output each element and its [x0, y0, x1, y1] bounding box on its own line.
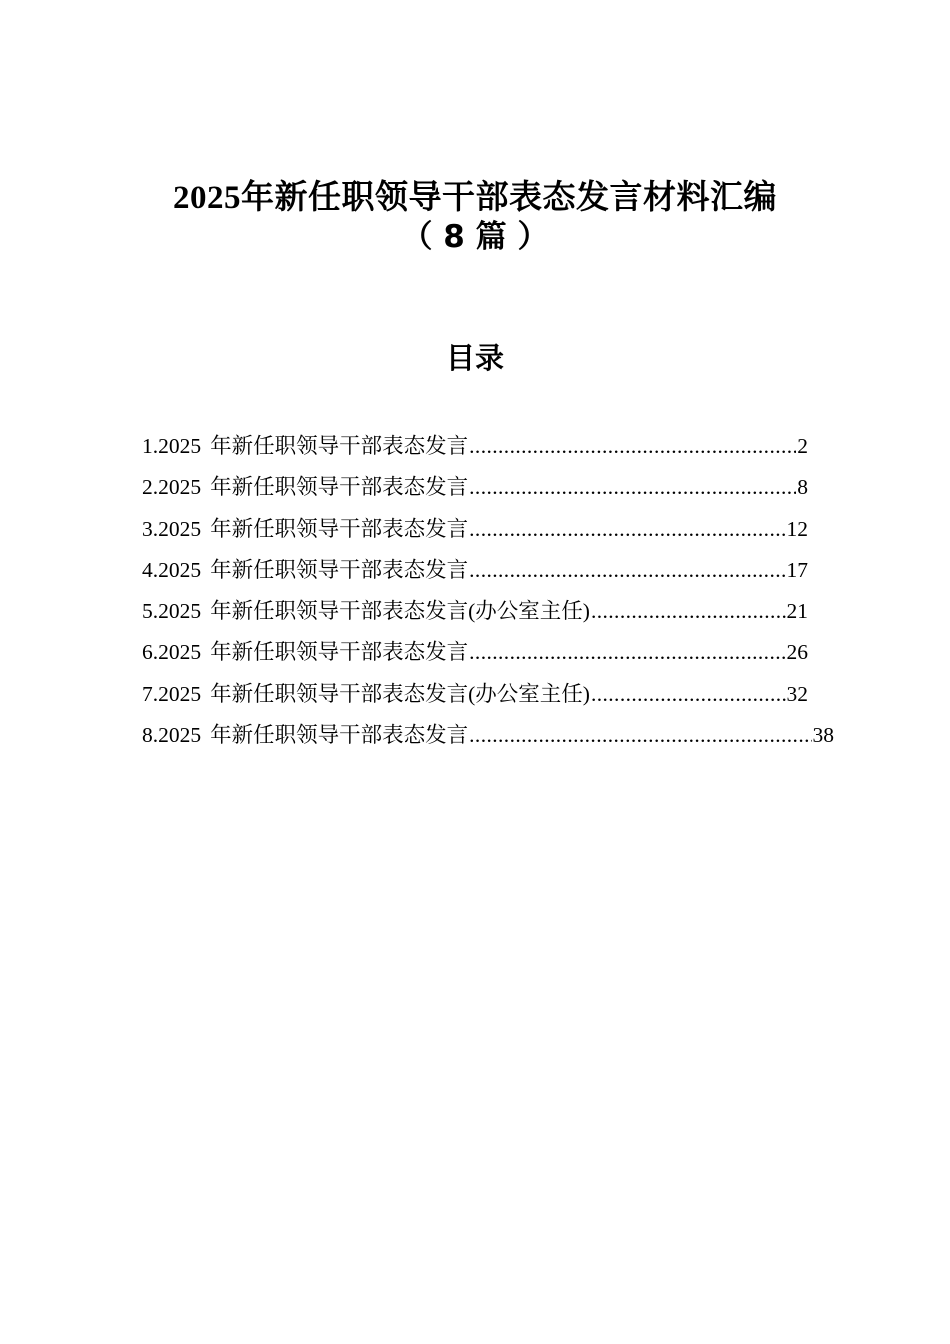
toc-heading: 目录 [445, 341, 504, 375]
toc-entry-number: 7.2025 [142, 681, 202, 706]
toc-entry-page: 8 [797, 475, 808, 500]
table-of-contents [142, 426, 834, 756]
toc-entry-number: 3.2025 [142, 516, 202, 541]
toc-entry[interactable] [142, 550, 808, 591]
toc-entry-title: 年新任职领导干部表态发言(办公室主任) [210, 599, 590, 624]
toc-entry-title: 年新任职领导干部表态发言 [210, 434, 469, 458]
toc-leader-dots [591, 674, 786, 715]
toc-entry-title: 年新任职领导干部表态发言 [210, 516, 469, 541]
toc-entry[interactable] [142, 591, 808, 632]
document-title: 2025年新任职领导干部表态发言材料汇编 [173, 180, 777, 216]
toc-entry-title: 年新任职领导干部表态发言 [210, 723, 469, 748]
toc-entry-title: 年新任职领导干部表态发言 [210, 640, 469, 665]
toc-entry-title: 年新任职领导干部表态发言 [210, 557, 469, 582]
toc-entry[interactable] [142, 467, 808, 508]
toc-leader-dots [591, 591, 786, 632]
toc-entry[interactable] [142, 632, 808, 673]
toc-entry-page: 12 [786, 516, 808, 541]
toc-entry[interactable] [142, 715, 834, 756]
toc-entry-title: 年新任职领导干部表态发言 [210, 475, 469, 500]
toc-entry-page: 26 [786, 640, 808, 665]
toc-entry-number: 2.2025 [142, 475, 202, 500]
toc-entry[interactable] [142, 509, 808, 550]
toc-leader-dots [469, 509, 785, 550]
toc-entry-page: 32 [786, 681, 808, 706]
toc-entry-page: 2 [797, 434, 808, 458]
toc-entry-number: 8.2025 [142, 723, 202, 748]
toc-entry-number: 4.2025 [142, 557, 202, 582]
toc-entry[interactable] [142, 426, 808, 467]
toc-entry-page: 21 [786, 599, 808, 624]
toc-leader-dots [469, 632, 785, 673]
toc-entry[interactable] [142, 674, 808, 715]
toc-entry-page: 38 [812, 723, 834, 748]
document-subtitle: （ 8 篇 ） [401, 219, 549, 255]
toc-leader-dots [469, 467, 796, 508]
toc-entry-number: 6.2025 [142, 640, 202, 665]
toc-entry-number: 1.2025 [142, 434, 202, 458]
toc-leader-dots [469, 426, 796, 467]
toc-entry-page: 17 [786, 557, 808, 582]
toc-entry-number: 5.2025 [142, 599, 202, 624]
toc-leader-dots [469, 715, 811, 756]
toc-leader-dots [469, 550, 785, 591]
toc-entry-title: 年新任职领导干部表态发言(办公室主任) [210, 681, 590, 706]
